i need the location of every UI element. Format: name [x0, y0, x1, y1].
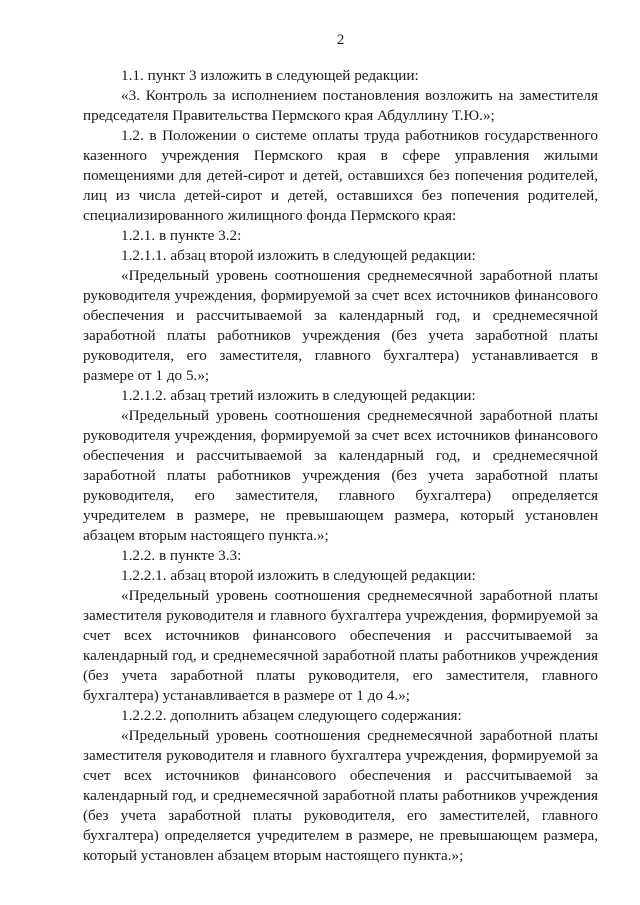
paragraph-1-2-1-2: 1.2.1.2. абзац третий изложить в следующей редакции:: [121, 387, 476, 404]
page-number: 2: [336, 31, 345, 48]
paragraph-1-2: 1.2. в Положении о системе оплаты труда работников государственного казенного учреждения Пермского края в сфере управления жилыми помещениями для детей-сирот и детей, оставшихся без попечения родителей, лиц из числа детей-сирот и детей, оставшихся без попечения родителей, специализированного жилищного фонда Пермского края:: [83, 127, 598, 224]
paragraph-1-2-2-2: 1.2.2.2. дополнить абзацем следующего содержания:: [121, 707, 462, 724]
paragraph-1-2-2: 1.2.2. в пункте 3.3:: [121, 547, 242, 564]
paragraph-item-3-quote: «3. Контроль за исполнением постановления возложить на заместителя председателя Правительства Пермского края Абдуллину Т.Ю.»;: [83, 87, 598, 124]
paragraph-1-2-2-1: 1.2.2.1. абзац второй изложить в следующей редакции:: [121, 567, 476, 584]
paragraph-1-2-2-1-quote: «Предельный уровень соотношения среднемесячной заработной платы заместителя руководителя и главного бухгалтера учреждения, формируемой за счет всех источников финансового обеспечения и рассчитываемой за календарный год, и среднемесячной заработной платы работников учреждения (без учета заработной платы руководителя, его заместителя, главного бухгалтера) устанавливается в размере от 1 до 4.»;: [83, 587, 598, 704]
paragraph-1-2-1-2-quote: «Предельный уровень соотношения среднемесячной заработной платы руководителя учреждения, формируемой за счет всех источников финансового обеспечения и рассчитываемой за календарный год, и среднемесячной заработной платы работников учреждения (без учета заработной платы руководителя, его заместителя, главного бухгалтера) определяется учредителем в размере, не превышающем размера, который установлен абзацем вторым настоящего пункта.»;: [83, 407, 598, 544]
paragraph-1-2-1: 1.2.1. в пункте 3.2:: [121, 227, 242, 244]
paragraph-1-2-1-1: 1.2.1.1. абзац второй изложить в следующей редакции:: [121, 247, 476, 264]
paragraph-1-2-2-2-quote: «Предельный уровень соотношения среднемесячной заработной платы заместителя руководителя и главного бухгалтера учреждения, формируемой за счет всех источников финансового обеспечения и рассчитываемой за календарный год, и среднемесячной заработной платы работников учреждения (без учета заработной платы руководителя, его заместителей, главного бухгалтера) определяется учредителем в размере, не превышающем размера, который установлен абзацем вторым настоящего пункта.»;: [83, 727, 598, 864]
document-page: [83, 30, 598, 866]
paragraph-1-2-1-1-quote: «Предельный уровень соотношения среднемесячной заработной платы руководителя учреждения, формируемой за счет всех источников финансового обеспечения и рассчитываемой за календарный год, и среднемесячной заработной платы работников учреждения (без учета заработной платы руководителя, его заместителя, главного бухгалтера) устанавливается в размере от 1 до 5.»;: [83, 267, 598, 384]
paragraph-1-1: 1.1. пункт 3 изложить в следующей редакции:: [121, 67, 419, 84]
